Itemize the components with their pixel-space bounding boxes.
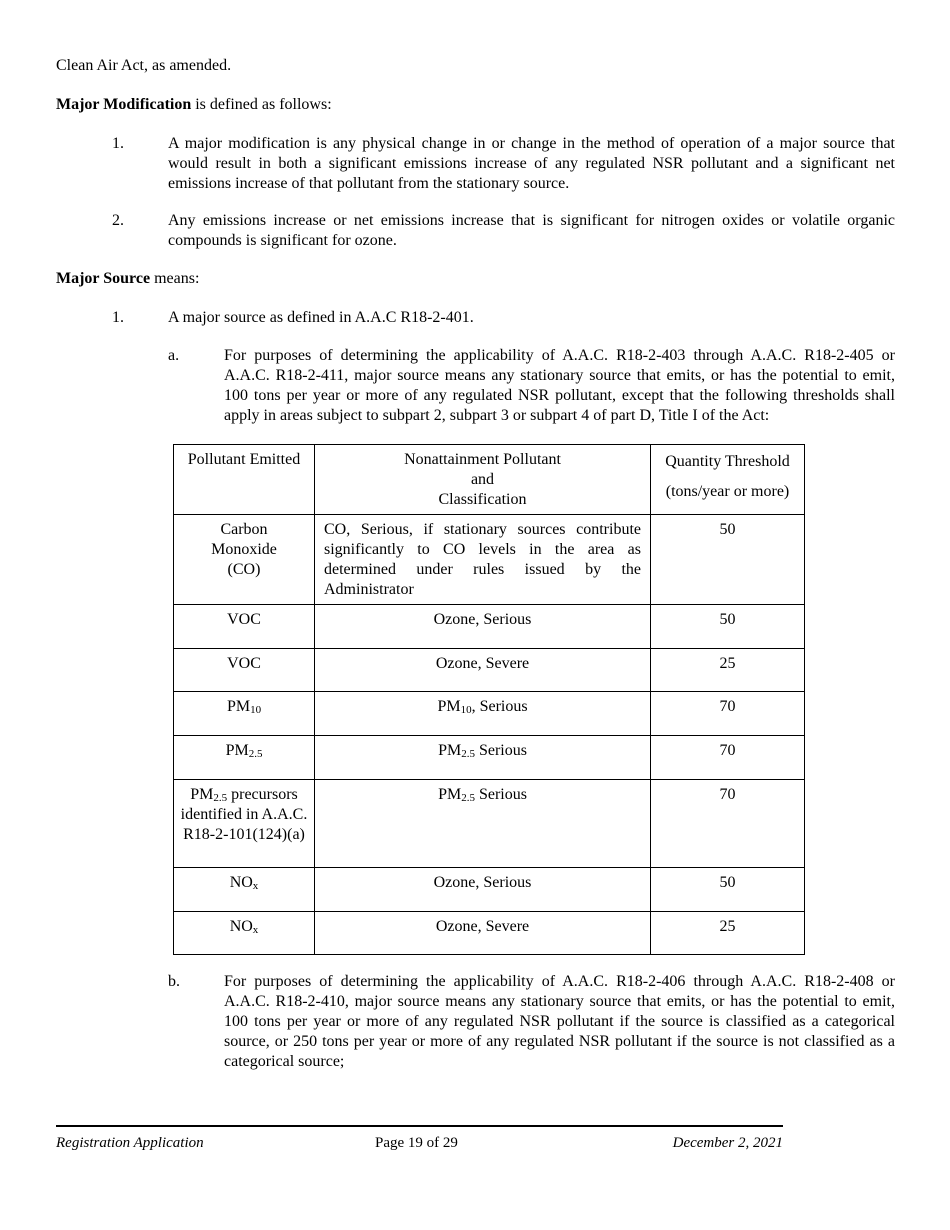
- pm10-class-base: PM: [437, 698, 461, 715]
- nox-severe-pollutant-cell: [174, 912, 315, 955]
- nox-severe-threshold-cell: 25: [651, 912, 805, 955]
- header-quantity-line-2: (tons/year or more): [665, 483, 790, 500]
- nox-serious-classification-cell: Ozone, Serious: [315, 868, 651, 912]
- nox-severe-pollutant-subscript: x: [252, 924, 259, 936]
- pm25-precursors-threshold-cell: 70: [651, 780, 805, 868]
- ms-sub-a-text: For purposes of determining the applicability of A.A.C. R18-2-403 through A.A.C. R18-2-405 or A.A.C. R18-2-411, major source means any stationary source that emits, or has the potential to emit, 100 tons per year or more of any regulated NSR pollutant, except that the following thresholds shall apply in areas subject to subpart 2, subpart 3 or subpart 4 of part D, Title I of the Act:: [224, 347, 895, 424]
- pm25p-pollutant-suffix: precursors identified in A.A.C. R18-2-101(124)(a): [180, 786, 308, 843]
- mm-item-2-text: Any emissions increase or net emissions increase that is significant for nitrogen oxides or volatile organic compounds is significant for ozone.: [168, 212, 895, 249]
- nox-severe-pollutant-base: NO: [229, 918, 253, 935]
- nox-serious-pollutant-cell: [174, 868, 315, 912]
- pm10-threshold-cell: 70: [651, 692, 805, 736]
- voc-severe-classification-cell: Ozone, Severe: [315, 649, 651, 692]
- pm25-pollutant-base: PM: [225, 742, 249, 759]
- mm-item-1-number: 1.: [112, 135, 124, 152]
- table-row: [174, 605, 805, 649]
- table-row: [174, 912, 805, 955]
- pm10-pollutant-cell: [174, 692, 315, 736]
- pm25-threshold-cell: 70: [651, 736, 805, 780]
- mm-item-2-number: 2.: [112, 212, 124, 229]
- footer-date: December 2, 2021: [672, 1135, 783, 1151]
- pm10-classification-cell: [315, 692, 651, 736]
- mm-item-1-text: A major modification is any physical change in or change in the method of operation of a major source that would result in both a significant emissions increase of any regulated NSR pollutant and a significant net emissions increase of that pollutant from the stationary source.: [168, 135, 895, 192]
- major-modification-heading: [56, 95, 332, 115]
- pm25p-pollutant-base: PM: [190, 786, 214, 803]
- ms-item-1-number: 1.: [112, 309, 124, 326]
- footer-divider: [56, 1125, 783, 1127]
- nox-serious-threshold-cell: 50: [651, 868, 805, 912]
- co-classification-cell: CO, Serious, if stationary sources contribute significantly to CO levels in the area as determined under rules issued by the Administrator: [315, 515, 651, 605]
- co-pollutant-line-1: Carbon: [220, 521, 268, 538]
- pm25-pollutant-cell: [174, 736, 315, 780]
- pm25-class-suffix: Serious: [474, 742, 527, 759]
- ms-item-1-text: A major source as defined in A.A.C R18-2-401.: [168, 309, 474, 326]
- nox-serious-pollutant-subscript: x: [252, 880, 259, 892]
- pm25p-class-subscript: 2.5: [461, 792, 475, 804]
- ms-sub-b-letter: b.: [168, 973, 180, 990]
- header-pollutant-emitted: Pollutant Emitted: [174, 445, 315, 515]
- pm25-precursors-pollutant-cell: [174, 780, 315, 868]
- table-row: [174, 736, 805, 780]
- pm10-pollutant-subscript: 10: [250, 704, 262, 716]
- table-row: [174, 868, 805, 912]
- pm10-pollutant-base: PM: [226, 698, 251, 715]
- ms-sub-b-text: For purposes of determining the applicability of A.A.C. R18-2-406 through A.A.C. R18-2-408 or A.A.C. R18-2-410, major source means any stationary source that emits, or has the potential to emit, 100 tons per year or more of any regulated NSR pollutant if the source is classified as a categorical source, or 250 tons per year or more of any regulated NSR pollutant if the source is not classified as a categorical source;: [224, 973, 895, 1070]
- footer-page-number: Page 19 of 29: [375, 1135, 458, 1151]
- major-source-term: Major Source: [56, 270, 151, 287]
- voc-severe-threshold-cell: 25: [651, 649, 805, 692]
- threshold-table: [173, 444, 805, 955]
- pm25p-class-base: PM: [438, 786, 462, 803]
- voc-serious-threshold-cell: 50: [651, 605, 805, 649]
- table-row: [174, 780, 805, 868]
- nox-serious-pollutant-base: NO: [229, 874, 253, 891]
- pm25-class-subscript: 2.5: [461, 748, 475, 760]
- co-pollutant-cell: [174, 515, 315, 605]
- table-row: [174, 649, 805, 692]
- table-row: [174, 515, 805, 605]
- major-modification-term: Major Modification: [56, 96, 192, 113]
- table-row: [174, 692, 805, 736]
- table-header-row: [174, 445, 805, 515]
- header-classification: [315, 445, 651, 515]
- pm25p-class-suffix: Serious: [474, 786, 527, 803]
- co-threshold-cell: 50: [651, 515, 805, 605]
- pm25-precursors-classification-cell: [315, 780, 651, 868]
- voc-serious-pollutant-cell: VOC: [174, 605, 315, 649]
- major-modification-lead: is defined as follows:: [191, 96, 332, 113]
- pm25-classification-cell: [315, 736, 651, 780]
- co-pollutant-line-2: Monoxide: [211, 541, 277, 558]
- voc-severe-pollutant-cell: VOC: [174, 649, 315, 692]
- pm10-class-subscript: 10: [460, 704, 472, 716]
- header-classification-line-3: Classification: [438, 491, 527, 508]
- pm10-class-suffix: , Serious: [471, 698, 528, 715]
- voc-serious-classification-cell: Ozone, Serious: [315, 605, 651, 649]
- header-classification-line-1: Nonattainment Pollutant: [404, 451, 561, 468]
- ms-sub-a-letter: a.: [168, 347, 180, 364]
- header-quantity-line-1: Quantity Threshold: [665, 453, 790, 470]
- co-pollutant-line-3: (CO): [227, 561, 261, 578]
- nox-severe-classification-cell: Ozone, Severe: [315, 912, 651, 955]
- pm25p-pollutant-subscript: 2.5: [213, 792, 228, 804]
- header-classification-line-2: and: [470, 471, 495, 488]
- major-source-lead: means:: [150, 270, 200, 287]
- pm25-pollutant-subscript: 2.5: [248, 748, 263, 760]
- header-quantity-threshold: [651, 445, 805, 515]
- footer-document-title: Registration Application: [56, 1135, 204, 1151]
- intro-text: Clean Air Act, as amended.: [56, 57, 232, 74]
- pm25-class-base: PM: [438, 742, 462, 759]
- major-source-heading: [56, 269, 199, 289]
